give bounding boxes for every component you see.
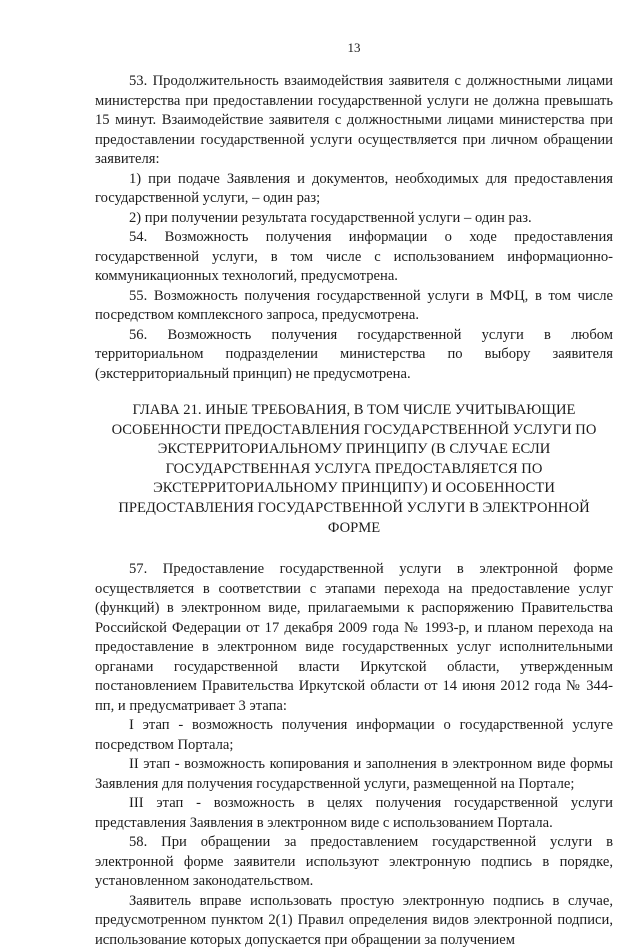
stage-3-item: III этап - возможность в целях получения государственной услуги представления Заявления в электронном виде с использованием Портала.	[95, 795, 613, 831]
stage-2-item: II этап - возможность копирования и заполнения в электронном виде формы Заявления для получения государственной услуги, размещенной на Портале;	[95, 756, 613, 792]
list-item-2: 2) при получении результата государственной услуги – один раз.	[129, 209, 532, 226]
paragraph-simple-signature: Заявитель вправе использовать простую электронную подпись в случае, предусмотренном пунктом 2(1) Правил определения видов электронной подписи, использование которых допускается при обращении за получением	[95, 892, 613, 948]
list-item-1: 1) при подаче Заявления и документов, необходимых для предоставления государственной услуги, – один раз;	[95, 170, 613, 206]
chapter-heading: ГЛАВА 21. ИНЫЕ ТРЕБОВАНИЯ, В ТОМ ЧИСЛЕ УЧИТЫВАЮЩИЕ ОСОБЕННОСТИ ПРЕДОСТАВЛЕНИЯ ГОСУДАРСТВЕННОЙ УСЛУГИ ПО ЭКСТЕРРИТОРИАЛЬНОМУ ПРИНЦИПУ (В СЛУЧАЕ ЕСЛИ ГОСУДАРСТВЕННАЯ УСЛУГА ПРЕДОСТАВЛЯЕТСЯ ПО ЭКСТЕРРИТОРИАЛЬНОМУ ПРИНЦИПУ) И ОСОБЕННОСТИ ПРЕДОСТАВЛЕНИЯ ГОСУДАРСТВЕННОЙ УСЛУГИ В ЭЛЕКТРОННОЙ ФОРМЕ	[111, 402, 597, 536]
stage-1-item: I этап - возможность получения информации о государственной услуге посредством Портала;	[95, 717, 613, 753]
paragraph-58: 58. При обращении за предоставлением государственной услуги в электронной форме заявители используют электронную подпись в порядке, установленном законодательством.	[95, 834, 613, 890]
paragraph-53: 53. Продолжительность взаимодействия заявителя с должностными лицами министерства при предоставлении государственной услуги не должна превышать 15 минут. Взаимодействие заявителя с должностными лицами министерства при предоставлении государственной услуги осуществляется при личном обращении заявителя:	[95, 73, 613, 167]
page-number: 13	[347, 40, 361, 55]
paragraph-54: 54. Возможность получения информации о ходе предоставления государственной услуги, в том числе с использованием информационно-коммуникационных технологий, предусмотрена.	[95, 229, 613, 284]
paragraph-56: 56. Возможность получения государственной услуги в любом территориальном подразделении министерства по выбору заявителя (экстерриториальный принцип) не предусмотрена.	[95, 326, 613, 382]
paragraph-55: 55. Возможность получения государственной услуги в МФЦ, в том числе посредством комплексного запроса, предусмотрена.	[95, 287, 613, 323]
paragraph-57: 57. Предоставление государственной услуги в электронной форме осуществляется в соответствии с этапами перехода на предоставление услуг (функций) в электронном виде, прилагаемыми к распоряжению Правительства Российской Федерации от 17 декабря 2009 года № 1993-р, и планом перехода на предоставление в электронном виде государственных услуг исполнительными органами государственной власти Иркутской области, утвержденным постановлением Правительства Иркутской области от 14 июня 2012 года № 344-пп, и предусматривает 3 этапа:	[95, 561, 613, 714]
